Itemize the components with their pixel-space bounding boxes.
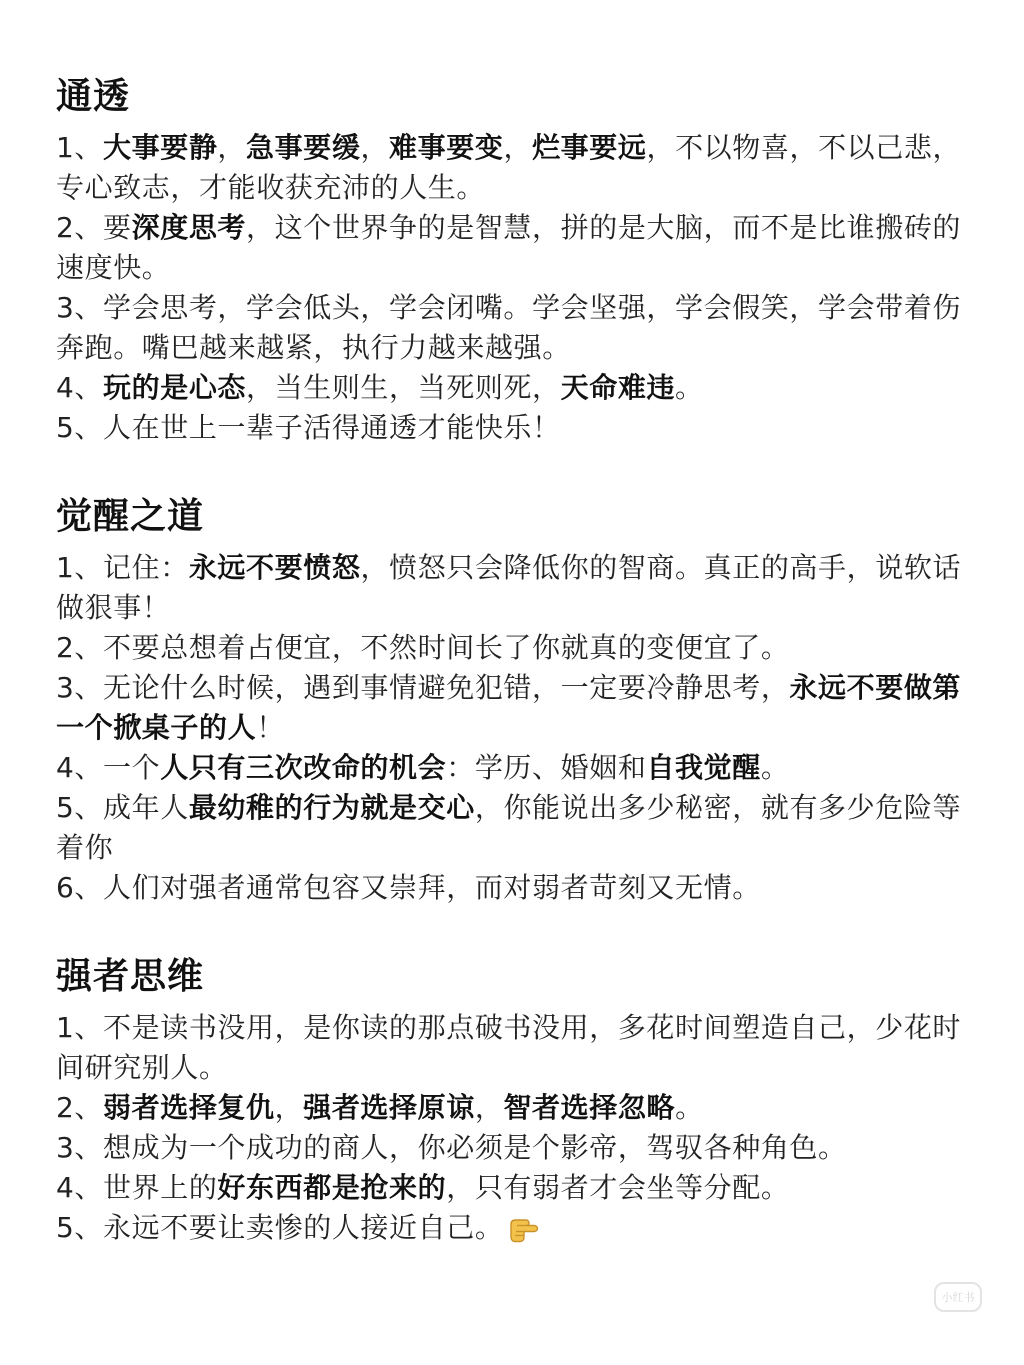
body-text: ， [503, 131, 533, 164]
list-item [56, 208, 984, 288]
body-text: 5、成年人 [56, 791, 189, 824]
list-item [56, 1208, 984, 1248]
list-item [56, 548, 984, 628]
body-text: ：学历、婚姻和 [446, 751, 647, 784]
section-2 [56, 492, 984, 908]
bold-text: 智者选择忽略 [503, 1091, 676, 1124]
body-text: ，只有弱者才会坐等分配。 [446, 1171, 790, 1204]
body-text: 3、无论什么时候，遇到事情避免犯错，一定要冷静思考， [56, 671, 790, 704]
bold-text: 最幼稚的行为就是交心 [188, 791, 475, 824]
list-item [56, 1128, 984, 1168]
body-text: ，当生则生，当死则死， [246, 371, 561, 404]
bold-text: 深度思考 [131, 211, 247, 244]
body-text: 2、 [56, 1091, 104, 1124]
body-text: 5、永远不要让卖惨的人接近自己。 [56, 1211, 504, 1244]
list-item [56, 408, 984, 448]
body-text: 6、人们对强者通常包容又崇拜，而对弱者苛刻又无情。 [56, 871, 761, 904]
body-text: ，你能说出多少秘密，就有多少危险等着你 [56, 791, 962, 864]
body-text: 1、 [56, 131, 104, 164]
bold-text: 难事要变 [389, 131, 504, 164]
bold-text: 天命难违 [560, 371, 676, 404]
body-text: 。 [675, 1091, 704, 1124]
body-text: ， [274, 1091, 304, 1124]
list-item [56, 1088, 984, 1128]
watermark-text: 小红书 [941, 1290, 975, 1304]
body-text: 2、不要总想着占便宜，不然时间长了你就真的变便宜了。 [56, 631, 790, 664]
body-text: ，不以物喜，不以己悲，专心致志，才能收获充沛的人生。 [56, 131, 962, 204]
list-item [56, 628, 984, 668]
body-text: 4、一个 [56, 751, 161, 784]
list-item [56, 1008, 984, 1088]
body-text: 5、人在世上一辈子活得通透才能快乐！ [56, 411, 561, 444]
list-item [56, 288, 984, 368]
bold-text: 人只有三次改命的机会 [160, 751, 447, 784]
body-text: 4、 [56, 371, 104, 404]
body-text: 2、要 [56, 211, 132, 244]
list-item [56, 788, 984, 868]
bold-text: 急事要缓 [246, 131, 361, 164]
bold-text: 玩的是心态 [103, 371, 247, 404]
section-3 [56, 952, 984, 1248]
list-item [56, 128, 984, 208]
body-text: 3、学会思考，学会低头，学会闭嘴。学会坚强，学会假笑，学会带着伤奔跑。嘴巴越来越紧，执行力越来越强。 [56, 291, 962, 364]
body-text: ！ [256, 711, 285, 744]
bold-text: 自我觉醒 [646, 751, 761, 784]
body-text: 1、不是读书没用，是你读的那点破书没用，多花时间塑造自己，少花时间研究别人。 [56, 1011, 962, 1084]
body-text: ， [474, 1091, 504, 1124]
list-item [56, 1168, 984, 1208]
watermark-logo [934, 1282, 982, 1312]
bold-text: 烂事要远 [532, 131, 647, 164]
bold-text: 弱者选择复仇 [103, 1091, 275, 1124]
body-text: 。 [760, 751, 790, 784]
bold-text: 好东西都是抢来的 [217, 1171, 447, 1204]
bold-text: 大事要静 [103, 131, 218, 164]
body-text: 。 [675, 371, 704, 404]
list-item [56, 748, 984, 788]
document-content [56, 72, 984, 1248]
list-item [56, 368, 984, 408]
section-title: 觉醒之道 [56, 496, 205, 537]
body-text: ， [360, 131, 390, 164]
list-item [56, 868, 984, 908]
bold-text: 永远不要愤怒 [188, 551, 361, 584]
body-text: 3、想成为一个成功的商人，你必须是个影帝，驾驭各种角色。 [56, 1131, 847, 1164]
list-item [56, 668, 984, 748]
bold-text: 永远不要做第一个掀桌子的人 [56, 671, 962, 744]
body-text: 1、记住： [56, 551, 189, 584]
pointing-hand-icon [507, 1213, 541, 1243]
section-1 [56, 72, 984, 448]
body-text: 4、世界上的 [56, 1171, 218, 1204]
body-text: ，这个世界争的是智慧，拼的是大脑，而不是比谁搬砖的速度快。 [56, 211, 962, 284]
section-title: 通透 [56, 76, 131, 117]
body-text: ， [217, 131, 247, 164]
body-text: ，愤怒只会降低你的智商。真正的高手，说软话做狠事！ [56, 551, 962, 624]
bold-text: 强者选择原谅 [303, 1091, 475, 1124]
section-title: 强者思维 [56, 956, 205, 997]
